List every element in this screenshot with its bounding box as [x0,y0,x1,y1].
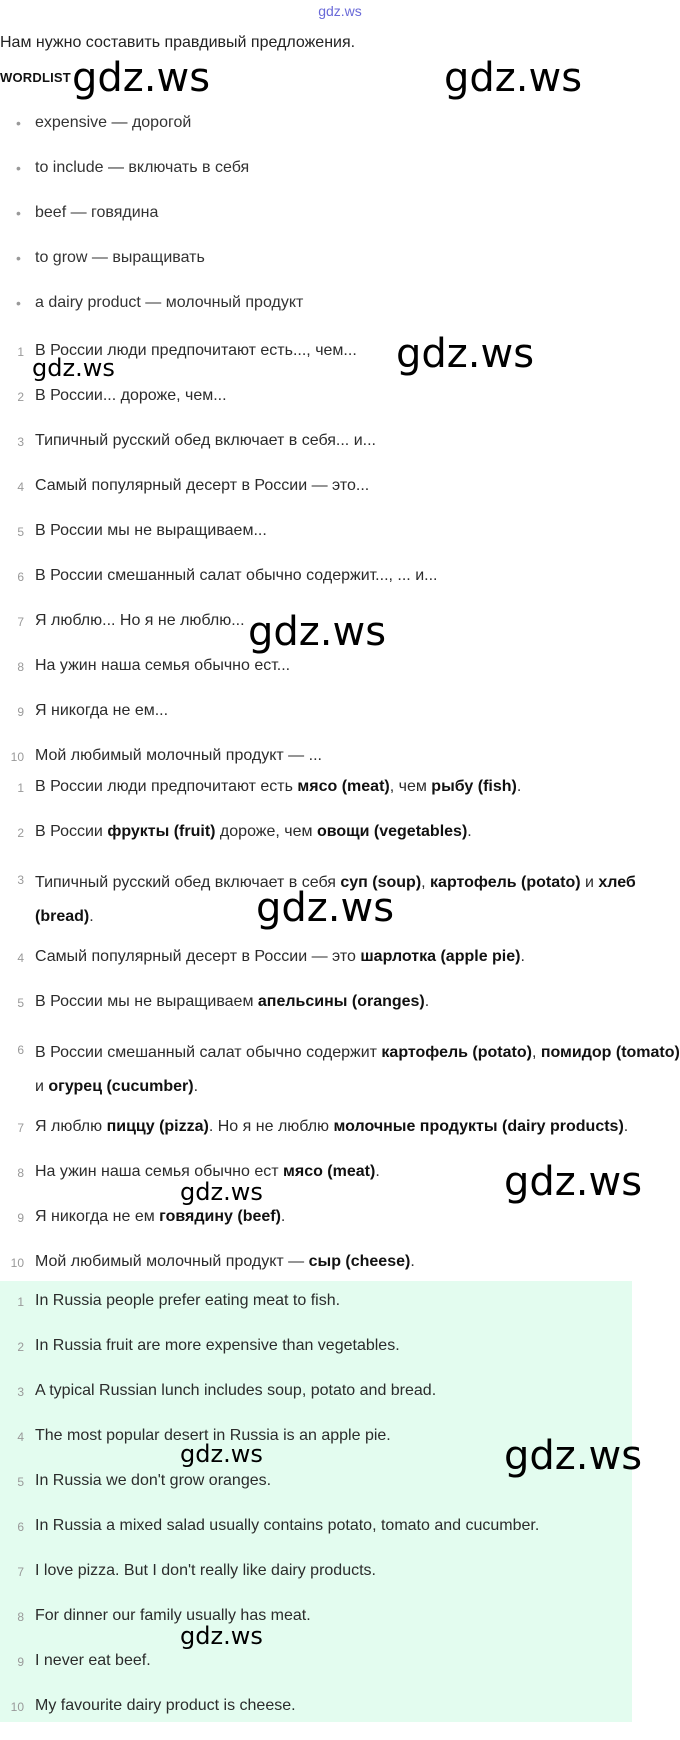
item-number: 2 [17,390,24,404]
wordlist-heading: WORDLIST [0,70,71,85]
wordlist-item: • a dairy product — молочный продукт [0,292,303,337]
item-number: 3 [17,1385,24,1399]
item-number: 2 [17,826,24,840]
watermark: gdz.ws [180,1622,263,1650]
task-item [0,520,680,565]
task-text: На ужин наша семья обычно ест... [35,657,291,674]
watermark: gdz.ws [248,609,387,655]
answer-word: фрукты (fruit) [107,823,216,840]
task-text: В России смешанный салат обычно содержит..., ... и... [35,567,438,584]
translation-item [0,1560,632,1605]
watermark: gdz.ws [32,354,115,382]
task-text: Самый популярный десерт в России — это... [35,477,370,494]
answer-word: пиццу (pizza) [106,1118,209,1135]
watermark: gdz.ws [504,1433,643,1479]
item-number: 6 [17,570,24,584]
item-number: 8 [17,660,24,674]
item-number: 5 [17,1475,24,1489]
item-number: 10 [10,1256,24,1270]
translation-text: The most popular desert in Russia is an apple pie. [35,1427,391,1444]
item-number: 7 [17,1565,24,1579]
intro-text: Нам нужно составить правдивый предложения. [0,34,356,51]
site-header-link[interactable]: gdz.ws [318,3,362,19]
item-number: 1 [17,1295,24,1309]
item-number: 1 [17,345,24,359]
answer-word: мясо (meat) [283,1163,376,1180]
task-text: Я люблю... Но я не люблю... [35,612,245,629]
translation-text: I never eat beef. [35,1652,151,1669]
item-number: 5 [17,525,24,539]
task-text: В России люди предпочитают есть..., чем... [35,342,357,359]
item-number: 4 [17,480,24,494]
item-number: 7 [17,615,24,629]
task-text: Типичный русский обед включает в себя... и... [35,432,376,449]
answer-item: 1 В России люди предпочитают есть мясо (meat), чем рыбу (fish). [0,776,680,821]
item-number: 2 [17,1340,24,1354]
answer-word: овощи (vegetables) [316,823,468,840]
translation-text: In Russia fruit are more expensive than vegetables. [35,1337,400,1354]
task-item [0,700,680,745]
task-item [0,475,680,520]
task-text: В России мы не выращиваем... [35,522,267,539]
wordlist-item: • to include — включать в себя [0,157,303,202]
answer-item: 2 В России фрукты (fruit) дороже, чем овощи (vegetables). [0,821,680,866]
answer-item: 4 Самый популярный десерт в России — это шарлотка (apple pie). [0,946,680,991]
item-number: 9 [17,705,24,719]
translation-item [0,1380,632,1425]
task-item [0,565,680,610]
item-number: 4 [17,951,24,965]
wordlist-item: • expensive — дорогой [0,112,303,157]
item-number: 3 [17,435,24,449]
item-number: 5 [17,996,24,1010]
wordlist [0,112,303,337]
task-text: Мой любимый молочный продукт — ... [35,747,322,764]
wordlist-item: • beef — говядина [0,202,303,247]
translation-text: In Russia a mixed salad usually contains potato, tomato and cucumber. [35,1517,540,1534]
item-number: 3 [17,873,24,887]
answer-word: рыбу (fish) [431,778,517,795]
item-number: 10 [10,1700,24,1714]
answer-item: 8 На ужин наша семья обычно ест мясо (meat). [0,1161,680,1206]
answer-word: апельсины (oranges) [257,993,425,1010]
item-number: 4 [17,1430,24,1444]
task-list [0,340,680,790]
translation-item [0,1335,632,1380]
watermark: gdz.ws [396,331,535,377]
answer-word: мясо (meat) [297,778,390,795]
answer-item: 10 Мой любимый молочный продукт — сыр (cheese). [0,1251,680,1296]
watermark: gdz.ws [256,885,395,931]
answer-word: картофель (potato) [430,874,581,891]
task-text: В России... дороже, чем... [35,387,227,404]
english-translation-list [0,1290,680,1740]
answer-word: шарлотка (apple pie) [360,948,521,965]
translation-text: In Russia we don't grow oranges. [35,1472,272,1489]
answer-list [0,776,680,1296]
answer-word: помидор (tomato) [540,1044,680,1061]
answer-item: 3 Типичный русский обед включает в себя суп (soup), картофель (potato) и хлеб (bread). [0,866,680,946]
answer-item: 6 В России смешанный салат обычно содержит картофель (potato), помидор (tomato) и огурец (cucumber). [0,1036,680,1116]
task-item [0,430,680,475]
answer-word: сыр (cheese) [308,1253,411,1270]
answer-word: огурец (cucumber) [48,1078,194,1095]
answer-word: хлеб (bread) [35,874,636,925]
task-item [0,385,680,430]
item-number: 8 [17,1610,24,1624]
item-number: 6 [17,1520,24,1534]
translation-text: In Russia people prefer eating meat to fish. [35,1292,341,1309]
item-number: 6 [17,1043,24,1057]
watermark: gdz.ws [504,1159,643,1205]
translation-item [0,1290,632,1335]
answer-word: картофель (potato) [381,1044,532,1061]
watermark: gdz.ws [180,1440,263,1468]
item-number: 7 [17,1121,24,1135]
translation-text: A typical Russian lunch includes soup, potato and bread. [35,1382,437,1399]
answer-item: 9 Я никогда не ем говядину (beef). [0,1206,680,1251]
translation-text: My favourite dairy product is cheese. [35,1697,296,1714]
item-number: 10 [10,750,24,764]
answer-word: молочные продукты (dairy products) [333,1118,624,1135]
item-number: 9 [17,1655,24,1669]
item-number: 9 [17,1211,24,1225]
answer-item: 5 В России мы не выращиваем апельсины (oranges). [0,991,680,1036]
watermark: gdz.ws [180,1178,263,1206]
translation-item [0,1695,632,1740]
watermark: gdz.ws [72,55,211,101]
translation-item [0,1650,632,1695]
translation-text: For dinner our family usually has meat. [35,1607,311,1624]
answer-word: говядину (beef) [159,1208,281,1225]
item-number: 8 [17,1166,24,1180]
translation-item [0,1605,632,1650]
watermark: gdz.ws [444,55,583,101]
translation-item [0,1515,632,1560]
item-number: 1 [17,781,24,795]
translation-text: I love pizza. But I don't really like dairy products. [35,1562,376,1579]
answer-word: суп (soup) [340,874,422,891]
answer-item: 7 Я люблю пиццу (pizza). Но я не люблю молочные продукты (dairy products). [0,1116,680,1161]
task-text: Я никогда не ем... [35,702,169,719]
task-item [0,655,680,700]
wordlist-item: • to grow — выращивать [0,247,303,292]
